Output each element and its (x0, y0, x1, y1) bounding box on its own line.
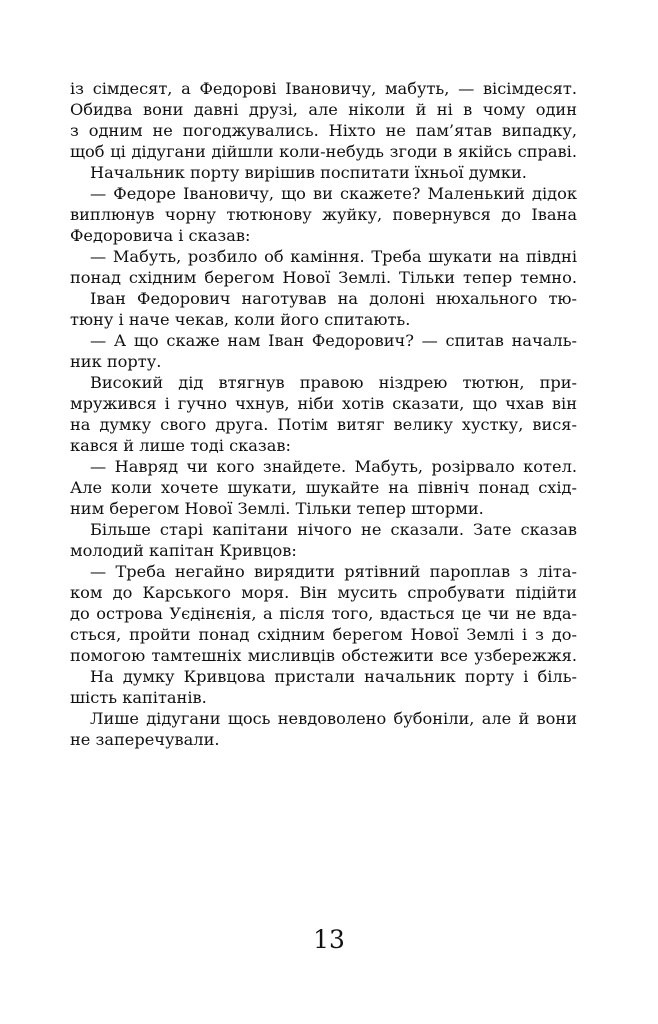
text-line: щоб ці дідугани дійшли коли-небудь згоди в якійсь справі. (70, 142, 577, 161)
text-line: Лише дідугани щось невдоволено бубоніли, але й вони (90, 709, 577, 728)
text-line: Обидва вони давні друзі, але ніколи й ні в чому один (70, 100, 577, 119)
text-line: молодий капітан Кривцов: (70, 541, 297, 560)
paragraph (70, 288, 577, 330)
paragraph (70, 561, 577, 666)
text-line: шість капітанів. (70, 688, 207, 707)
paragraph (70, 330, 577, 372)
paragraph (70, 666, 577, 708)
text-line: — А що скаже нам Іван Федорович? — спитав началь- (90, 331, 577, 350)
text-line: кався й лише тоді сказав: (70, 436, 291, 455)
text-line: із сімдесят, а Федорові Івановичу, мабуть, — вісімдесят. (70, 79, 577, 98)
paragraph (70, 78, 577, 162)
text-line: — Мабуть, розбило об каміння. Треба шукати на півдні (90, 247, 577, 266)
text-line: — Треба негайно вирядити рятівний пароплав з літа- (90, 562, 577, 581)
text-line: з одним не погоджувались. Ніхто не пам’ятав випадку, (70, 121, 577, 140)
text-line: сться, пройти понад східним берегом Нової Землі і з до- (70, 625, 577, 644)
text-line: Федоровича і сказав: (70, 226, 251, 245)
paragraph (70, 372, 577, 456)
paragraph (70, 708, 577, 750)
text-line: Начальник порту вирішив поспитати їхньої думки. (90, 163, 527, 182)
page-body (70, 78, 577, 750)
text-line: ним берегом Нової Землі. Тільки тепер шторми. (70, 499, 484, 518)
text-line: виплюнув чорну тютюнову жуйку, повернувся до Івана (70, 205, 577, 224)
text-line: Більше старі капітани нічого не сказали. Зате сказав (90, 520, 577, 539)
paragraph (70, 162, 577, 183)
text-line: — Навряд чи кого знайдете. Мабуть, розірвало котел. (90, 457, 577, 476)
text-line: ком до Карського моря. Він мусить спробувати підійти (70, 583, 577, 602)
text-line: помогою тамтешніх мисливців обстежити все узбережжя. (70, 646, 577, 665)
text-line: На думку Кривцова пристали начальник порту і біль- (90, 667, 577, 686)
text-line: тюну і наче чекав, коли його спитають. (70, 310, 411, 329)
text-line: на думку свого друга. Потім витяг велику хустку, вися- (70, 415, 577, 434)
paragraph (70, 519, 577, 561)
text-line: понад східним берегом Нової Землі. Тільки тепер темно. (70, 268, 577, 287)
paragraph (70, 456, 577, 519)
text-line: до острова Уєдінєнія, а після того, вдасться це чи не вда- (70, 604, 577, 623)
page-number: 13 (313, 925, 345, 954)
paragraph (70, 183, 577, 246)
text-line: — Федоре Івановичу, що ви скажете? Маленький дідок (90, 184, 577, 203)
text-line: мружився і гучно чхнув, ніби хотів сказати, що чхав він (70, 394, 577, 413)
text-line: ник порту. (70, 352, 162, 371)
text-line: Але коли хочете шукати, шукайте на північ понад схід- (70, 478, 577, 497)
paragraph (70, 246, 577, 288)
text-line: Іван Федорович наготував на долоні нюхального тю- (90, 289, 577, 308)
text-line: Високий дід втягнув правою ніздрею тютюн, при- (90, 373, 577, 392)
text-line: не заперечували. (70, 730, 220, 749)
